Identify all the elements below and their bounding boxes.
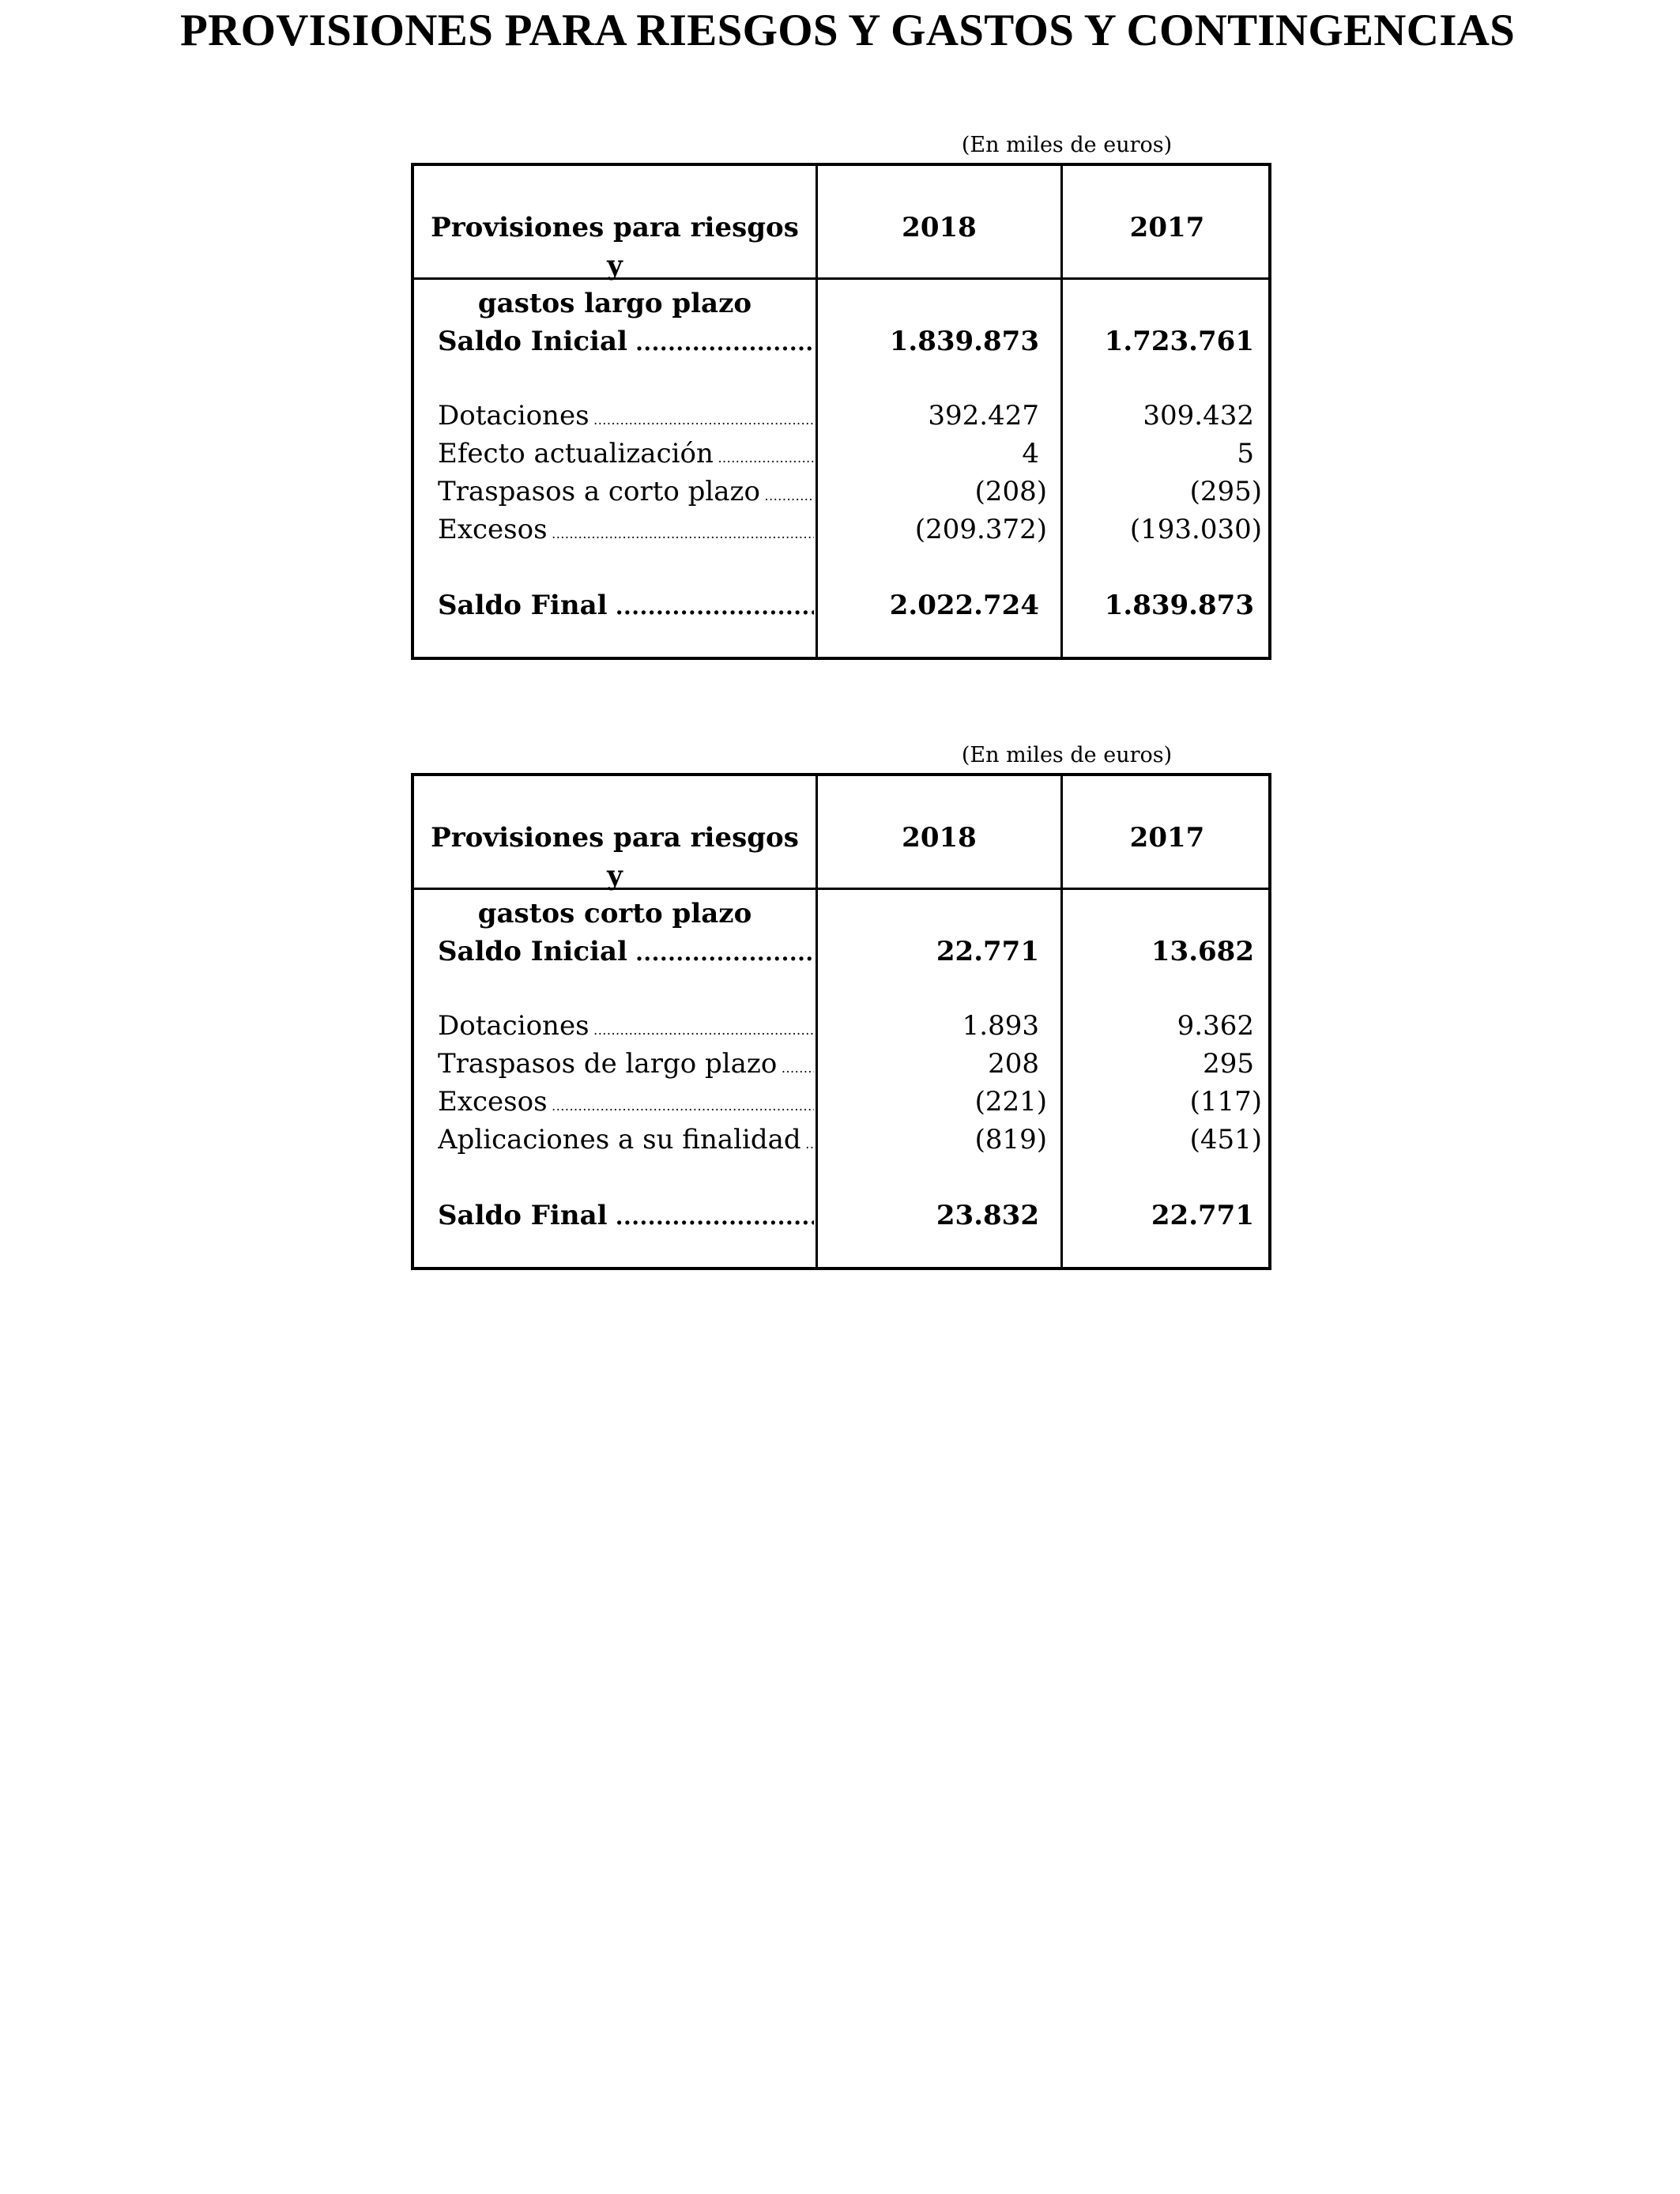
value-2017: 1.839.873 — [1104, 590, 1254, 621]
value-2017: (193.030) — [1129, 514, 1262, 545]
table-largo-plazo — [411, 163, 1271, 660]
header-label — [422, 209, 808, 322]
row-label: Saldo Inicial ..... — [438, 322, 814, 362]
row-label: Aplicaciones a su finalidad ..... — [438, 1121, 814, 1163]
value-2017: 9.362 — [1177, 1010, 1254, 1042]
value-2018: (208) — [974, 476, 1047, 507]
table-row-saldo-inicial — [414, 933, 1268, 971]
header-year-2017: 2017 — [1129, 212, 1205, 243]
value-2017: 5 — [1237, 438, 1254, 469]
row-label: Excesos ..... — [438, 1083, 814, 1125]
row-label: Saldo Final ..... — [438, 1197, 814, 1236]
value-2018: (221) — [974, 1086, 1047, 1118]
table-row-dotaciones — [414, 397, 1268, 435]
row-label: Dotaciones ..... — [438, 1007, 814, 1050]
table-row-excesos — [414, 1083, 1268, 1121]
value-2017: 1.723.761 — [1104, 326, 1254, 357]
header-year-2017: 2017 — [1129, 822, 1205, 854]
header-label-line1: Provisiones para riesgos y — [431, 822, 799, 892]
header-label-line2: gastos corto plazo — [477, 898, 752, 929]
table-row-traspasos-largo-plazo — [414, 1045, 1268, 1083]
value-2018: (819) — [974, 1124, 1047, 1155]
value-2018: 392.427 — [928, 400, 1039, 432]
value-2018: (209.372) — [914, 514, 1047, 545]
row-label: Efecto actualización ..... — [438, 435, 814, 477]
value-2017: 295 — [1203, 1048, 1254, 1080]
header-label — [422, 819, 808, 933]
value-2017: 13.682 — [1151, 936, 1254, 967]
header-label-line2: gastos largo plazo — [477, 288, 752, 319]
value-2018: 22.771 — [936, 936, 1039, 967]
value-2018: 1.839.873 — [889, 326, 1039, 357]
table-row-saldo-inicial — [414, 322, 1268, 360]
value-2018: 2.022.724 — [889, 590, 1039, 621]
row-label: Saldo Inicial ..... — [438, 933, 814, 972]
row-label: Saldo Final ..... — [438, 586, 814, 626]
header-year-2018: 2018 — [902, 212, 977, 243]
table-row-aplicaciones-finalidad — [414, 1121, 1268, 1159]
row-label: Traspasos de largo plazo ..... — [438, 1045, 814, 1088]
value-2017: 22.771 — [1151, 1200, 1254, 1231]
row-label: Dotaciones ..... — [438, 397, 814, 439]
value-2017: (117) — [1189, 1086, 1262, 1118]
value-2017: (451) — [1189, 1124, 1262, 1155]
value-2018: 23.832 — [936, 1200, 1039, 1231]
value-2017: (295) — [1189, 476, 1262, 507]
header-year-2018: 2018 — [902, 822, 977, 854]
value-2018: 4 — [1022, 438, 1039, 469]
row-label: Traspasos a corto plazo ..... — [438, 473, 814, 515]
table-row-efecto-actualizacion — [414, 435, 1268, 473]
value-2017: 309.432 — [1143, 400, 1254, 432]
value-2018: 1.893 — [962, 1010, 1039, 1042]
units-note-largo-plazo: (En miles de euros) — [961, 133, 1173, 157]
table-row-saldo-final — [414, 1197, 1268, 1235]
page-title: PROVISIONES PARA RIESGOS Y GASTOS Y CONTINGENCIAS — [180, 6, 1516, 55]
value-2018: 208 — [988, 1048, 1039, 1080]
table-row-dotaciones — [414, 1007, 1268, 1045]
table-row-traspasos-corto-plazo — [414, 473, 1268, 511]
row-label: Excesos ..... — [438, 511, 814, 553]
header-label-line1: Provisiones para riesgos y — [431, 212, 799, 281]
table-corto-plazo — [411, 773, 1271, 1270]
table-row-excesos — [414, 511, 1268, 548]
table-row-saldo-final — [414, 586, 1268, 624]
units-note-corto-plazo: (En miles de euros) — [961, 743, 1173, 767]
